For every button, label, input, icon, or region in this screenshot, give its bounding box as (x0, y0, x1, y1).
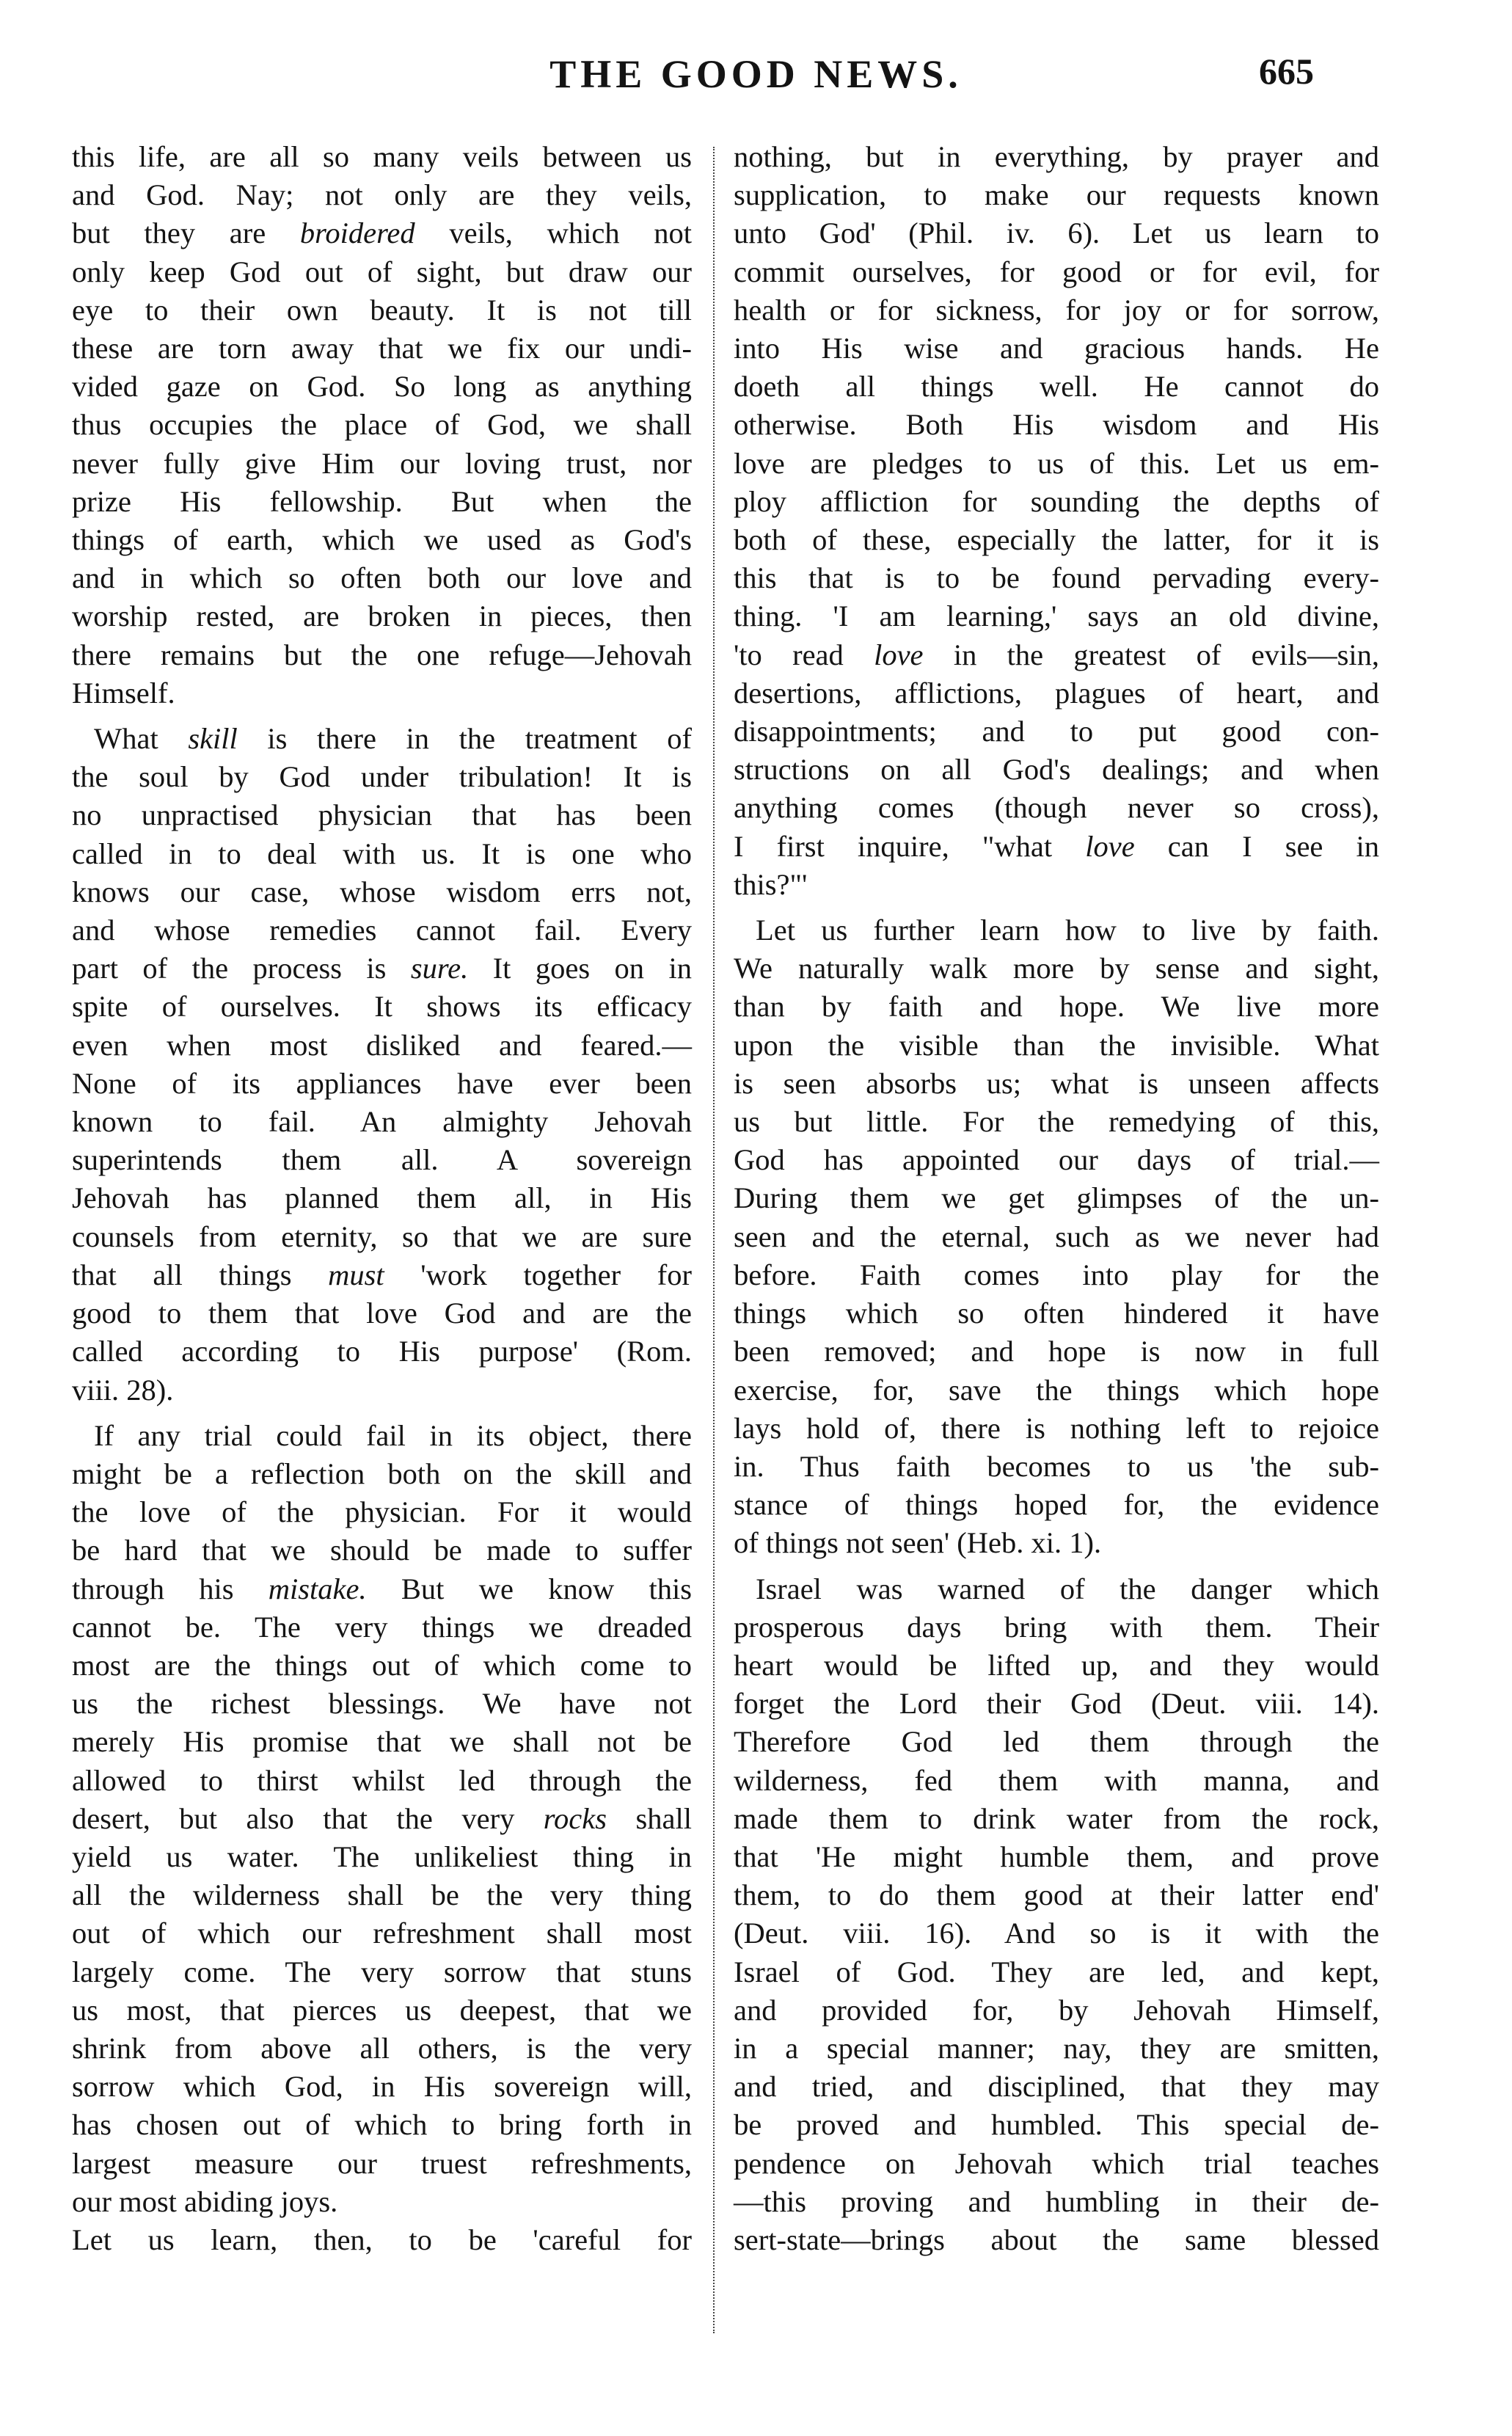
text-line: all the wilderness shall be the very thing (72, 1878, 692, 1912)
text-line: through his mistake. But we know this (72, 1572, 692, 1605)
text-line: nothing, but in everything, by prayer and (734, 140, 1379, 173)
text-line: known to fail. An almighty Jehovah (72, 1105, 692, 1139)
text-line: be hard that we should be made to suffer (72, 1534, 692, 1567)
text-line: this that is to be found pervading every- (734, 561, 1379, 595)
text-line: good to them that love God and are the (72, 1297, 692, 1330)
text-line: these are torn away that we fix our undi- (72, 332, 692, 365)
text-line: Let us learn, then, to be 'careful for (72, 2222, 692, 2256)
text-line: God has appointed our days of trial.— (734, 1143, 1379, 1177)
text-line: than by faith and hope. We live more (734, 990, 1379, 1024)
text-line: ploy affliction for sounding the depths of (734, 484, 1379, 518)
text-line: forget the Lord their God (Deut. viii. 14). (734, 1687, 1379, 1721)
text-line: During them we get glimpses of the un- (734, 1181, 1379, 1215)
text-line: health or for sickness, for joy or for sorrow, (734, 293, 1379, 327)
text-line: that 'He might humble them, and prove (734, 1839, 1379, 1873)
text-line: in a special manner; nay, they are smitten, (734, 2031, 1379, 2065)
text-line: us most, that pierces us deepest, that we (72, 1993, 692, 2027)
text-line: pendence on Jehovah which trial teaches (734, 2146, 1379, 2180)
text-line: them, to do them good at their latter end' (734, 1878, 1379, 1912)
text-line: this life, are all so many veils between us (72, 140, 692, 173)
text-line: prosperous days bring with them. Their (734, 1610, 1379, 1644)
text-line: worship rested, are broken in pieces, then (72, 599, 692, 633)
text-line: exercise, for, save the things which hope (734, 1373, 1379, 1407)
left-column (72, 138, 692, 2259)
text-line: made them to drink water from the rock, (734, 1801, 1379, 1835)
text-line: be proved and humbled. This special de- (734, 2108, 1379, 2142)
text-line: merely His promise that we shall not be (72, 1725, 692, 1759)
text-line: otherwise. Both His wisdom and His (734, 408, 1379, 442)
text-line: never fully give Him our loving trust, nor (72, 446, 692, 480)
page-number: 665 (1259, 51, 1314, 92)
text-line: into His wise and gracious hands. He (734, 332, 1379, 365)
text-line: and God. Nay; not only are they veils, (72, 178, 692, 212)
text-line: but they are broidered veils, which not (72, 216, 692, 250)
text-line: Jehovah has planned them all, in His (72, 1181, 692, 1215)
text-line: no unpractised physician that has been (72, 798, 692, 832)
text-line: might be a reflection both on the skill and (72, 1456, 692, 1490)
text-line: us the richest blessings. We have not (72, 1687, 692, 1721)
text-line: part of the process is sure. It goes on in (72, 952, 692, 985)
text-line: If any trial could fail in its object, there (94, 1418, 692, 1452)
text-line: lays hold of, there is nothing left to rejoice (734, 1411, 1379, 1445)
text-line: us but little. For the remedying of this, (734, 1105, 1379, 1139)
text-line: Let us further learn how to live by faith. (756, 914, 1379, 947)
text-line: even when most disliked and feared.— (72, 1028, 692, 1062)
text-line: allowed to thirst whilst led through the (72, 1763, 692, 1797)
text-line: upon the visible than the invisible. What (734, 1028, 1379, 1062)
text-line: and tried, and disciplined, that they may (734, 2070, 1379, 2104)
text-line: seen and the eternal, such as we never had (734, 1219, 1379, 1253)
text-line: doeth all things well. He cannot do (734, 370, 1379, 404)
text-line: Himself. (72, 676, 175, 710)
text-line: I first inquire, "what love can I see in (734, 829, 1380, 863)
text-line: that all things must 'work together for (72, 1258, 692, 1291)
text-line: knows our case, whose wisdom errs not, (72, 875, 692, 908)
text-line: supplication, to make our requests known (734, 178, 1379, 212)
text-line: desert, but also that the very rocks shall (72, 1801, 692, 1835)
text-line: only keep God out of sight, but draw our (72, 255, 692, 288)
text-line: before. Faith comes into play for the (734, 1258, 1379, 1291)
text-line: spite of ourselves. It shows its efficacy (72, 990, 692, 1024)
text-line: and provided for, by Jehovah Himself, (734, 1993, 1379, 2027)
text-line: counsels from eternity, so that we are sure (72, 1219, 692, 1253)
text-line: What skill is there in the treatment of (94, 722, 692, 756)
text-line: called according to His purpose' (Rom. (72, 1335, 692, 1368)
text-line: cannot be. The very things we dreaded (72, 1610, 692, 1644)
text-line: love are pledges to us of this. Let us em- (734, 446, 1379, 480)
text-line: sorrow which God, in His sovereign will, (72, 2070, 692, 2104)
text-line: Israel was warned of the danger which (756, 1572, 1379, 1605)
text-line: vided gaze on God. So long as anything (72, 370, 692, 404)
text-line: viii. 28). (72, 1373, 174, 1407)
text-line: (Deut. viii. 16). And so is it with the (734, 1917, 1379, 1950)
text-line: superintends them all. A sovereign (72, 1143, 692, 1177)
running-title: THE GOOD NEWS. (549, 52, 963, 96)
text-line: disappointments; and to put good con- (734, 715, 1379, 748)
text-line: anything comes (though never so cross), (734, 791, 1379, 825)
text-line: the love of the physician. For it would (72, 1495, 692, 1529)
text-line: largest measure our truest refreshments, (72, 2146, 692, 2180)
text-line: Therefore God led them through the (734, 1725, 1379, 1759)
text-line: 'to read love in the greatest of evils—sin, (734, 638, 1379, 671)
text-line: in. Thus faith becomes to us 'the sub- (734, 1449, 1379, 1483)
text-line: prize His fellowship. But when the (72, 484, 692, 518)
text-line: is seen absorbs us; what is unseen affects (734, 1066, 1379, 1100)
text-line: things which so often hindered it have (734, 1297, 1379, 1330)
text-line: desertions, afflictions, plagues of heart, and (734, 676, 1379, 710)
text-line: thus occupies the place of God, we shall (72, 408, 692, 442)
text-line: this?"' (734, 867, 808, 901)
text-line: —this proving and humbling in their de- (734, 2184, 1379, 2218)
text-line: None of its appliances have ever been (72, 1066, 692, 1100)
text-line: called in to deal with us. It is one who (72, 836, 692, 870)
text-line: out of which our refreshment shall most (72, 1917, 692, 1950)
text-line: the soul by God under tribulation! It is (72, 760, 692, 794)
text-line: has chosen out of which to bring forth in (72, 2108, 692, 2142)
text-line: both of these, especially the latter, for it is (734, 523, 1379, 557)
text-line: largely come. The very sorrow that stuns (72, 1955, 692, 1988)
text-line: commit ourselves, for good or for evil, for (734, 255, 1379, 288)
text-line: and whose remedies cannot fail. Every (72, 914, 692, 947)
text-line: most are the things out of which come to (72, 1648, 692, 1682)
text-line: things of earth, which we used as God's (72, 523, 692, 557)
text-line: heart would be lifted up, and they would (734, 1648, 1379, 1682)
text-line: and in which so often both our love and (72, 561, 692, 595)
text-line: We naturally walk more by sense and sight, (734, 952, 1379, 985)
text-line: sert-state—brings about the same blessed (734, 2222, 1379, 2256)
right-column (734, 138, 1379, 2259)
text-line: there remains but the one refuge—Jehovah (72, 638, 692, 671)
text-line: Israel of God. They are led, and kept, (734, 1955, 1379, 1988)
text-line: eye to their own beauty. It is not till (72, 293, 692, 327)
text-line: been removed; and hope is now in full (734, 1335, 1379, 1368)
text-line: wilderness, fed them with manna, and (734, 1763, 1379, 1797)
text-line: shrink from above all others, is the very (72, 2031, 692, 2065)
text-line: yield us water. The unlikeliest thing in (72, 1839, 692, 1873)
text-line: structions on all God's dealings; and when (734, 753, 1379, 787)
column-divider (713, 147, 715, 2333)
text-line: stance of things hoped for, the evidence (734, 1488, 1379, 1522)
text-line: thing. 'I am learning,' says an old divine, (734, 599, 1379, 633)
text-line: of things not seen' (Heb. xi. 1). (734, 1526, 1102, 1560)
text-line: our most abiding joys. (72, 2184, 338, 2218)
text-line: unto God' (Phil. iv. 6). Let us learn to (734, 216, 1379, 250)
